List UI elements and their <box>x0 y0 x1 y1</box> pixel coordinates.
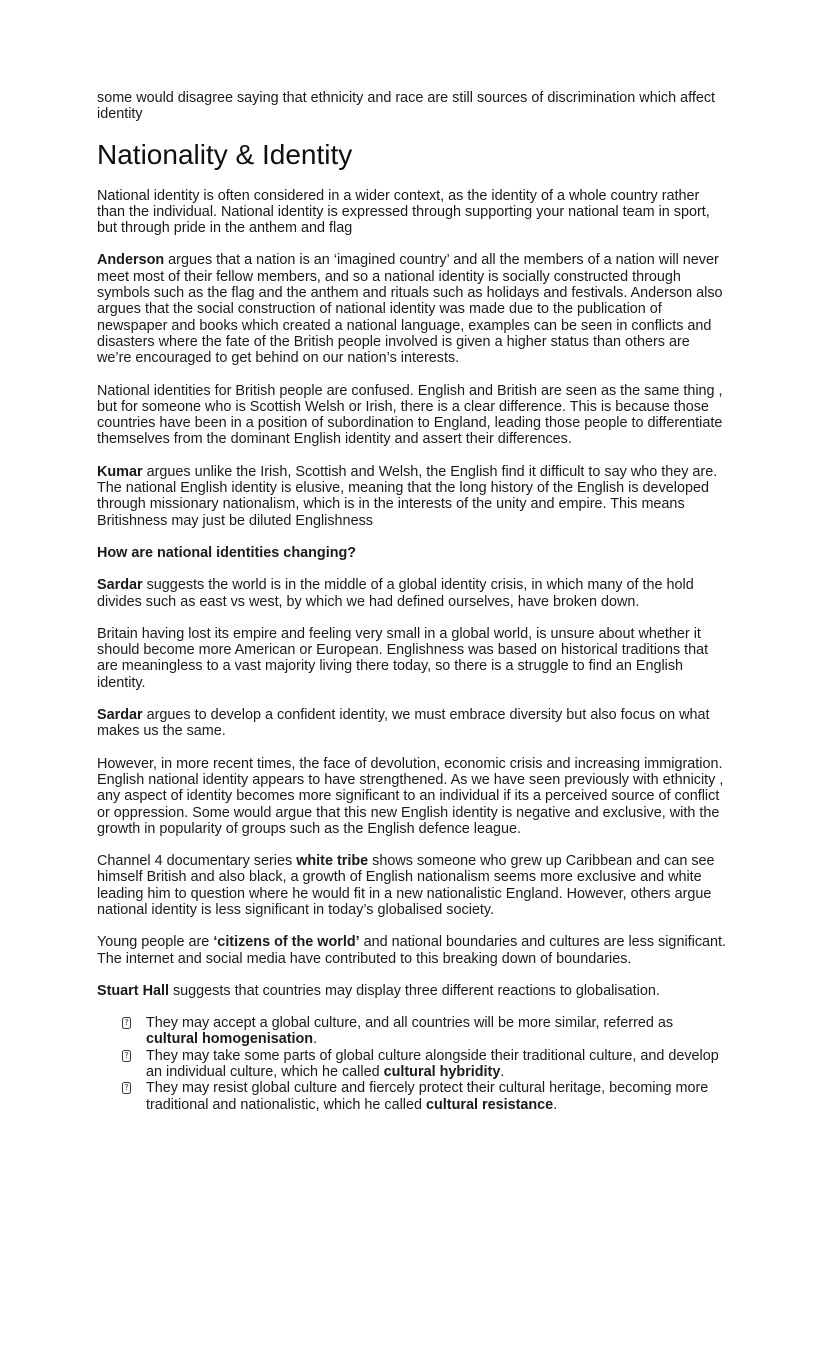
missing-glyph-bullet-icon: ? <box>122 1050 131 1062</box>
paragraph-stuart-hall: Stuart Hall suggests that countries may display three different reactions to globalisation. <box>97 982 660 999</box>
list-item <box>97 1015 728 1048</box>
paragraph-national-identity: National identity is often considered in a wider context, as the identity of a whole country rather than the individual. National identity is expressed through supporting your national team in sport, but through pride in the anthem and flag <box>97 187 710 237</box>
missing-glyph-bullet-icon: ? <box>122 1017 131 1029</box>
paragraph-young-people: Young people are ‘citizens of the world’ and national boundaries and cultures are less significant. The internet and social media have contributed to this breaking down of boundaries. <box>97 934 727 967</box>
paragraph-kumar: Kumar argues unlike the Irish, Scottish and Welsh, the English find it difficult to say who they are. The national English identity is elusive, meaning that the long history of the English is developed through missionary nationalism, which is in the interests of the unity and empire. This means Britishness may just be diluted Englishness <box>97 463 718 529</box>
section-heading-identities-changing: How are national identities changing? <box>97 544 357 561</box>
paragraph-british-identities: National identities for British people are confused. English and British are seen as the same thing , but for someone who is Scottish Welsh or Irish, there is a clear difference. This is because those countries have been in a position of subordination to England, leading those people to differentiate themselves from the dominant English identity and assert their differences. <box>97 382 723 448</box>
list-item-text: They may take some parts of global culture alongside their traditional culture, and develop an individual culture, which he called cultural hybridity. <box>146 1047 719 1081</box>
paragraph-britain-empire: Britain having lost its empire and feeling very small in a global world, is unsure about whether it should become more American or European. Englishness was based on historical traditions that are meaningless to a vast majority living there today, so there is a struggle to find an English identity. <box>97 625 709 691</box>
list-item <box>97 1080 728 1113</box>
list-item <box>97 1048 728 1081</box>
list-item-text: They may accept a global culture, and all countries will be more similar, referred as cultural homogenisation. <box>146 1015 674 1048</box>
missing-glyph-bullet-icon: ? <box>122 1082 131 1094</box>
page-title: Nationality & Identity <box>97 138 353 170</box>
globalisation-reactions-list <box>97 1015 728 1113</box>
paragraph-however-devolution: However, in more recent times, the face of devolution, economic crisis and increasing immigration. English national identity appears to have strengthened. As we have seen previously with ethnicity , any aspect of identity becomes more significant to an individual if its a perceived source of conflict or oppression. Some would argue that this new English identity is negative and exclusive, with the growth in popularity of groups such as the English defence league. <box>97 755 724 837</box>
paragraph-sardar-suggests: Sardar suggests the world is in the middle of a global identity crisis, in which many of the hold divides such as east vs west, by which we had defined ourselves, have broken down. <box>97 577 694 610</box>
list-item-text: They may resist global culture and fiercely protect their cultural heritage, becoming more traditional and nationalistic, which he called cultural resistance. <box>146 1080 709 1113</box>
paragraph-sardar-argues: Sardar argues to develop a confident identity, we must embrace diversity but also focus on what makes us the same. <box>97 707 710 740</box>
intro-line: some would disagree saying that ethnicity and race are still sources of discrimination which affect identity <box>97 90 716 123</box>
paragraph-channel4-white-tribe: Channel 4 documentary series white tribe shows someone who grew up Caribbean and can see himself British and also black, a growth of English nationalism seems more exclusive and white leading him to question where he would fit in a new nationalistic England. However, others argue national identity is less significant in today’s globalised society. <box>97 853 715 918</box>
paragraph-anderson: Anderson argues that a nation is an ‘imagined country’ and all the members of a nation will never meet most of their fellow members, and so a national identity is socially constructed through symbols such as the flag and the anthem and rituals such as holidays and festivals. Anderson also argues that the social construction of national identity was made due to the publication of newspaper and books which created a national language, examples can be seen in conflicts and disasters where the fate of the British people involved is given a higher status than others are we’re encouraged to get behind on our nation’s interests. <box>97 252 723 367</box>
